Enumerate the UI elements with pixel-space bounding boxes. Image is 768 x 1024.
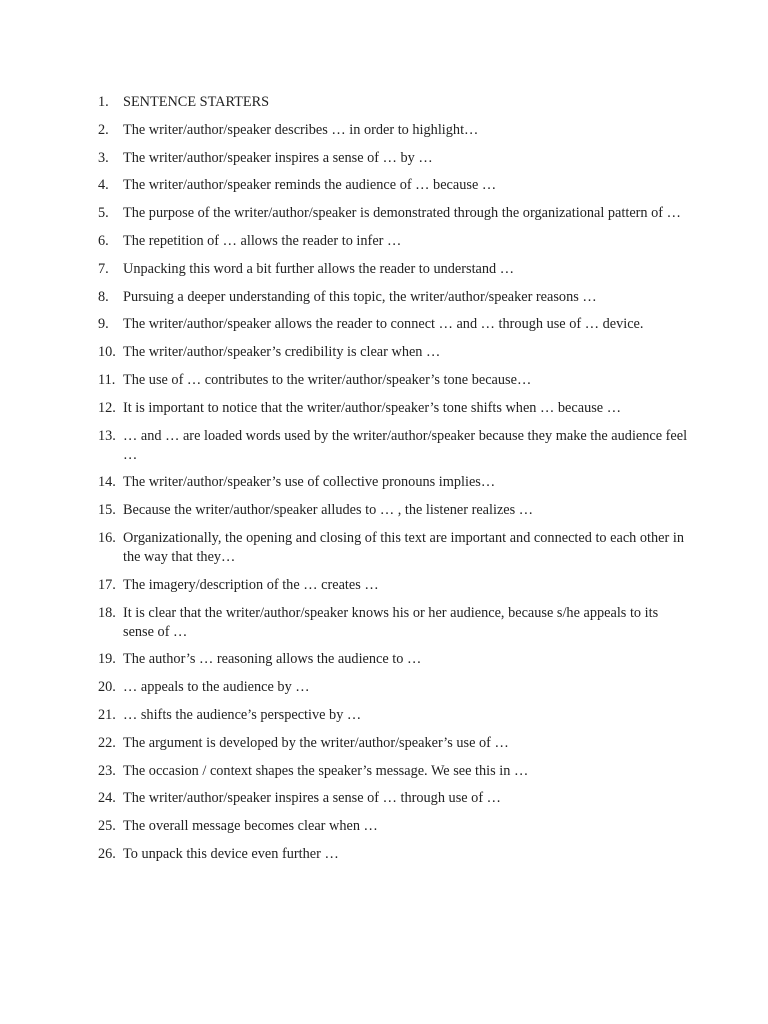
item-text: The occasion / context shapes the speaker’s message. We see this in … [123, 762, 529, 779]
list-item [98, 473, 690, 492]
item-number: 26. [98, 845, 116, 862]
item-text: Organizationally, the opening and closing of this text are important and connected to each other in the way that they… [123, 529, 684, 565]
list-item [98, 650, 690, 669]
list-item [98, 734, 690, 753]
list-item [98, 789, 690, 808]
item-number: 6. [98, 232, 109, 249]
item-number: 15. [98, 502, 116, 519]
item-number: 3. [98, 149, 109, 166]
item-text: … shifts the audience’s perspective by … [123, 706, 362, 723]
item-text: The writer/author/speaker describes … in order to highlight… [123, 121, 479, 138]
list-item [98, 121, 690, 140]
item-number: 4. [98, 177, 109, 194]
list-item [98, 93, 690, 112]
item-text: The purpose of the writer/author/speaker is demonstrated through the organizational pattern of … [123, 205, 681, 222]
item-number: 1. [98, 94, 109, 110]
item-text: The author’s … reasoning allows the audience to … [123, 651, 422, 668]
item-number: 16. [98, 529, 116, 546]
item-number: 5. [98, 205, 109, 222]
item-number: 9. [98, 316, 109, 333]
item-number: 7. [98, 260, 109, 277]
item-number: 10. [98, 344, 116, 361]
item-number: 14. [98, 474, 116, 491]
item-number: 8. [98, 288, 109, 305]
item-text: To unpack this device even further … [123, 845, 339, 862]
list-item [98, 343, 690, 362]
item-number: 25. [98, 818, 116, 835]
list-item [98, 678, 690, 697]
item-number: 18. [98, 604, 116, 621]
list-item [98, 288, 690, 307]
item-text: The writer/author/speaker inspires a sense of … by … [123, 149, 433, 166]
item-text: Pursuing a deeper understanding of this topic, the writer/author/speaker reasons … [123, 288, 597, 305]
item-number: 22. [98, 734, 116, 751]
item-number: 13. [98, 427, 116, 444]
item-text: The writer/author/speaker allows the reader to connect … and … through use of … device. [123, 316, 644, 333]
item-text: It is clear that the writer/author/speaker knows his or her audience, because s/he appeals to its sense of … [123, 604, 659, 640]
list-item [98, 204, 690, 223]
item-text: The writer/author/speaker’s credibility is clear when … [123, 344, 441, 361]
item-text: The overall message becomes clear when … [123, 818, 378, 835]
list-item [98, 845, 690, 864]
list-item [98, 371, 690, 390]
item-number: 24. [98, 790, 116, 807]
list-item [98, 260, 690, 279]
item-number: 19. [98, 651, 116, 668]
item-text: … and … are loaded words used by the writer/author/speaker because they make the audience feel … [123, 427, 688, 463]
list-item [98, 604, 690, 642]
list-item [98, 817, 690, 836]
item-number: 12. [98, 399, 116, 416]
list-item [98, 399, 690, 418]
list-item [98, 232, 690, 251]
item-text: The argument is developed by the writer/author/speaker’s use of … [123, 734, 509, 751]
item-number: 20. [98, 679, 116, 696]
list-item [98, 529, 690, 567]
item-text: The writer/author/speaker inspires a sense of … through use of … [123, 790, 501, 807]
item-text: The repetition of … allows the reader to infer … [123, 232, 402, 249]
item-text: … appeals to the audience by … [123, 679, 310, 696]
sentence-starters-list [98, 93, 690, 873]
item-text: The writer/author/speaker reminds the audience of … because … [123, 177, 497, 194]
item-number: 23. [98, 762, 116, 779]
item-text: The writer/author/speaker’s use of collective pronouns implies… [123, 474, 496, 491]
item-text: The use of … contributes to the writer/author/speaker’s tone because… [123, 371, 532, 388]
list-item [98, 762, 690, 781]
list-item [98, 706, 690, 725]
item-text: It is important to notice that the writer/author/speaker’s tone shifts when … because … [123, 399, 622, 416]
list-item [98, 576, 690, 595]
list-item [98, 149, 690, 168]
item-text: SENTENCE STARTERS [123, 94, 270, 110]
list-item [98, 315, 690, 334]
list-item [98, 501, 690, 520]
item-number: 2. [98, 121, 109, 138]
item-number: 17. [98, 576, 116, 593]
item-text: The imagery/description of the … creates … [123, 576, 379, 593]
item-number: 11. [98, 371, 116, 388]
item-text: Because the writer/author/speaker alludes to … , the listener realizes … [123, 502, 534, 519]
item-text: Unpacking this word a bit further allows the reader to understand … [123, 260, 515, 277]
list-item [98, 176, 690, 195]
item-number: 21. [98, 706, 116, 723]
list-item [98, 427, 690, 465]
